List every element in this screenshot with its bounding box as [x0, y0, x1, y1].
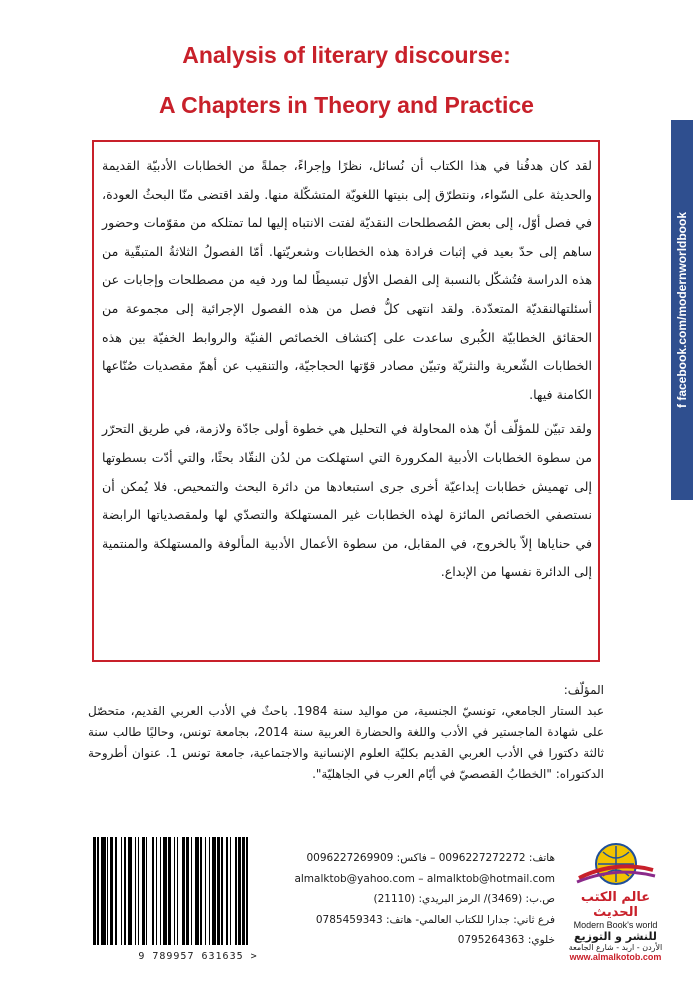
barcode-bars: [93, 837, 303, 945]
globe-logo-icon: [571, 840, 661, 886]
summary-paragraph-2: ولقد تبيّن للمؤلّف أنّ هذه المحاولة في التحليل هي خطوة أولى جادّة ولازمة، في طريق التحرّر من سطوة الخطابات الأدبية المكرورة التي استهلكت من لدُن النقّاد بحثًا، والتي أدّت بسطوتها إلى تهميش خطابات إبداعيّة أخرى جرى استبعادها من دائرة البحث والتمحيص. فلا يُمكن أن نستصفي الخصائص المائزة لهذه الخطابات غير المستهلكة والتصدّي لها ولمقصدياتها الرابضة في حناياها إلاّ بالخروج، في المقابل، من سطوة الأعمال الأدبية المألوفة والمستهلكة والمنتمية إلى الدائرة نفسها من الإبداع.: [102, 421, 592, 580]
summary-text: [102, 152, 592, 587]
contact-mobile: خلوي: 0795264363: [457, 934, 555, 946]
publisher-name-ar: عالم الكتب الحديث: [580, 890, 651, 920]
barcode-bar: [246, 837, 247, 945]
publisher-name-en: Modern Book's world: [573, 920, 658, 930]
facebook-link-text[interactable]: f facebook.com/modernworldbook: [675, 211, 689, 409]
barcode-number: 9 789957 631635 >: [138, 951, 258, 962]
publisher-tagline: للنشر و التوزيع: [574, 930, 657, 943]
author-bio: عبد الستار الجامعي، تونسيّ الجنسية، من مواليد سنة 1984. باحثٌ في الأدب العربي القديم، متحصّل على شهادة الماجستير في الأدب واللغة والحضارة العربية سنة 2014، بجامعة تونس، وحاليًا طالب سنة ثالثة دكتورا في الأدب العربي القديم بكليّة العلوم الإنسانية والاجتماعية، جامعة تونس 1. عنوان أطروحة الدكتوراه: "الخطابُ القصصيّ في أيّام العرب في الجاهليّة".: [88, 704, 604, 781]
publisher-website[interactable]: www.almalkotob.com: [569, 952, 662, 962]
contact-pobox: ص.ب: (3469)/ الرمز البريدي: (21110): [373, 893, 555, 905]
english-title-line-1: Analysis of literary discourse:: [182, 42, 511, 68]
summary-paragraph-1: لقد كان هدفُنا في هذا الكتاب أن نُسائل، نظرًا وإجراءً، جملةً من الخطابات الأدبيّة القديمة والحديثة على السّواء، ونتطرّق إلى بنيتها اللغويّة المتشكّلة منها. ولقد اقتضى منّا البحثُ العودة، في فصل أوّل، إلى بعض المُصطلحات النقديّة لفتت الانتباه إليها لما تمتلكه من مقوّمات وحضور ساهم إلى حدّ بعيد في إثبات فرادة هذه الخطابات وشعريّتها. أمّا الفصولُ الثلاثةُ المتبقّية من هذه الدراسة فتُشكّل بالنسبة إلى الفصل الأوّل تبسيطًا لما ورد فيه من مصطلحات وإجابات عن أسئلتهالنقديّة المتعدّدة. ولقد انتهى كلُّ فصل من هذه الفصول الإجرائية إلى مجموعة من الحقائق الخطابيّة الكُبرى ساعدت على إكتشاف الخصائص الفنيّة والروابط الخفيّة بين هذه الخطابات الشّعرية والنثريّة وتبيّن مصادر قوّتها الحجاجيّة، والتنقيب عن أهمّ مقصديات صُنّاعها الكامنة فيها.: [102, 158, 592, 402]
author-section: [88, 680, 604, 785]
english-title-line-2: A Chapters in Theory and Practice: [159, 92, 534, 118]
publisher-contact: [294, 848, 555, 951]
publisher-logo: [558, 840, 673, 980]
author-label: المؤلّف:: [563, 683, 604, 697]
publisher-address: الأردن - اربد - شارع الجامعة: [568, 943, 663, 952]
contact-emails: almalktob@yahoo.com – almalktob@hotmail.com: [294, 872, 555, 885]
isbn-barcode: [93, 837, 303, 962]
contact-phone-fax: هاتف: 0096227272272 – فاكس: 0096227269909: [306, 852, 555, 864]
contact-branch: فرع ثاني: جدارا للكتاب العالمي- هاتف: 0785459343: [315, 913, 555, 926]
